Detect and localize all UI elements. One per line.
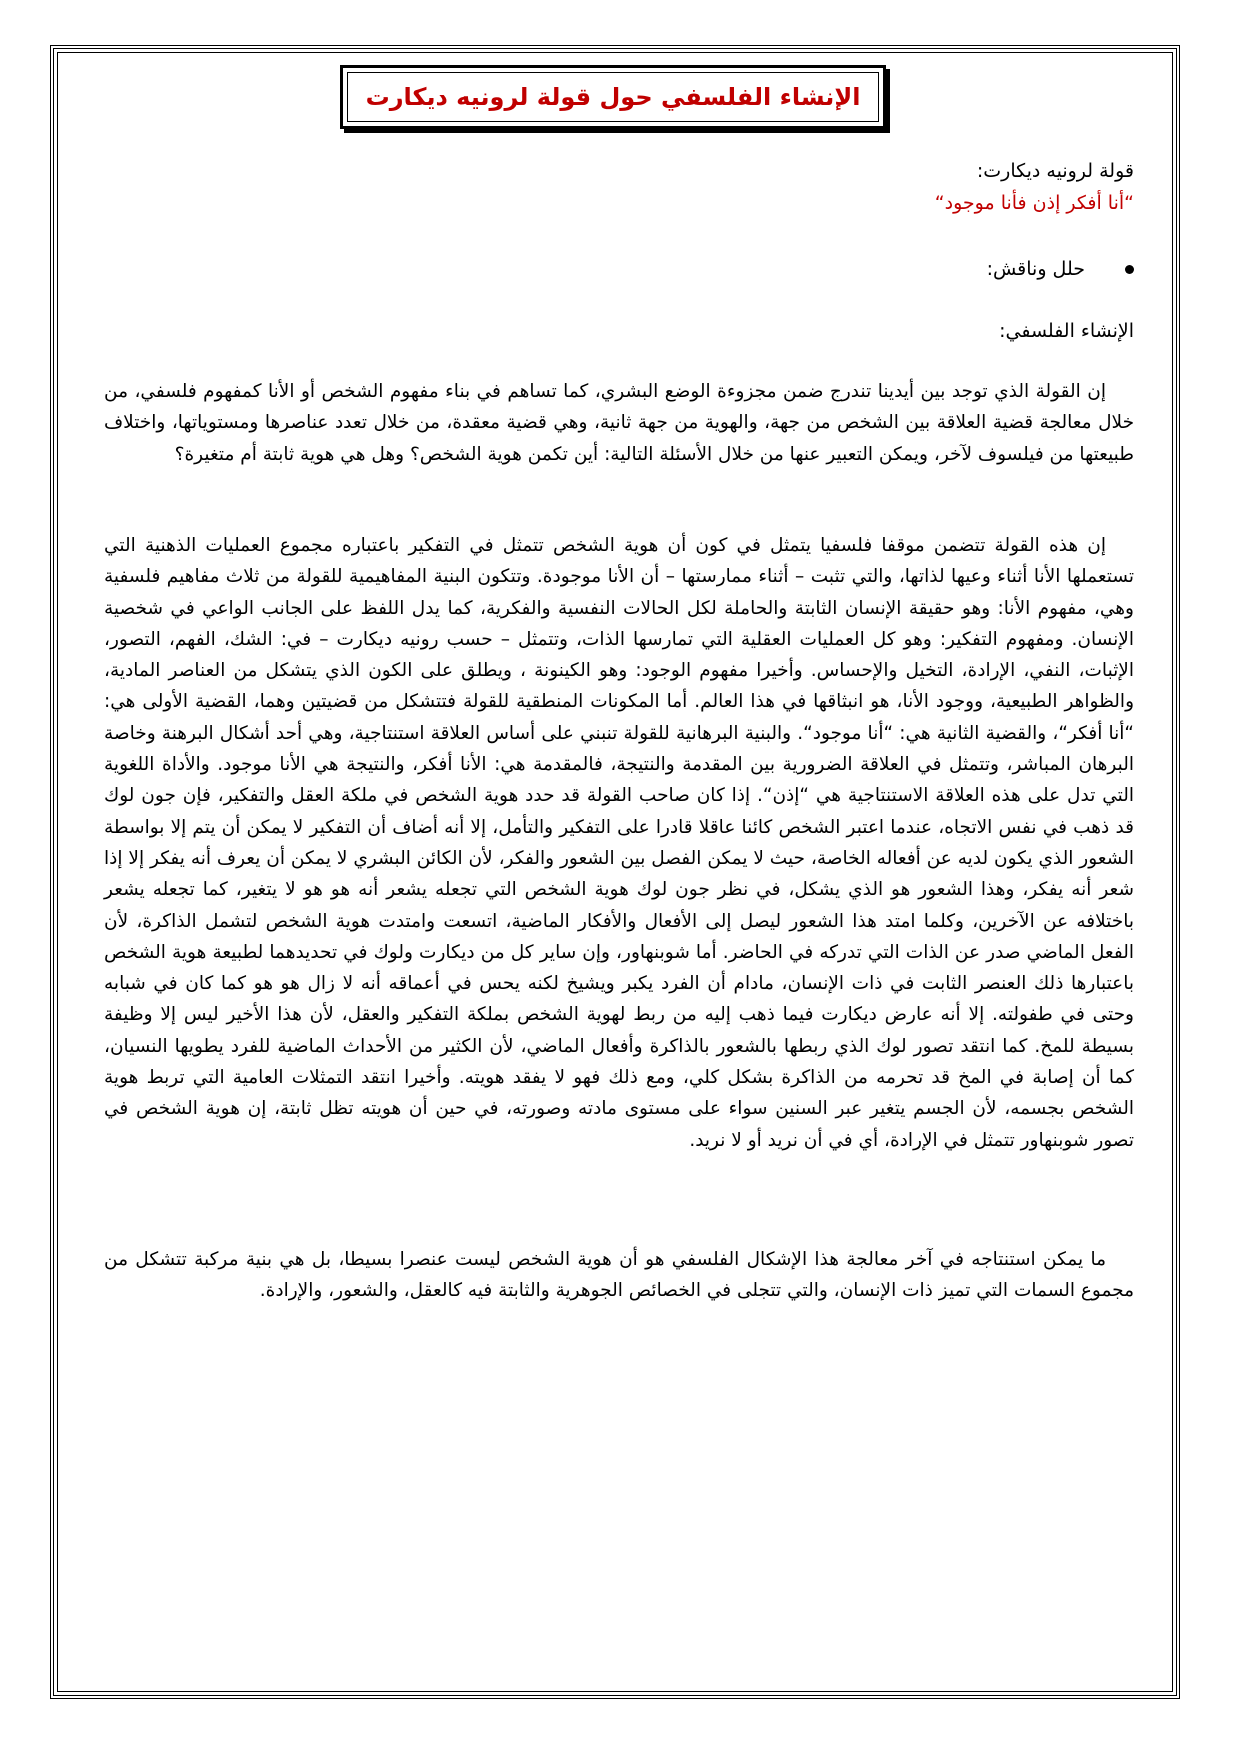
title-box (340, 65, 886, 129)
page-title: الإنشاء الفلسفي حول قولة لرونيه ديكارت (365, 83, 861, 111)
bullet-icon (1125, 265, 1134, 274)
conclusion-paragraph: ما يمكن استنتاجه في آخر معالجة هذا الإشكال الفلسفي هو أن هوية الشخص ليست عنصرا بسيطا، بل هي بنية مركبة تتشكل من مجموع السمات التي تميز ذات الإنسان، والتي تتجلى في الخصائص الجوهرية والثابتة فيه كالعقل، والشعور، والإرادة. (104, 1249, 1134, 1302)
task-label: حلل وناقش: (986, 258, 1085, 280)
essay-label: الإنشاء الفلسفي: (999, 320, 1134, 342)
body-paragraph: إن هذه القولة تتضمن موقفا فلسفيا يتمثل في كون أن هوية الشخص تتمثل في التفكير باعتباره مجموع العمليات الذهنية التي تستعملها الأنا أثناء وعيها لذاتها، والتي تثبت – أثناء ممارستها – أن الأنا موجودة. وتتكون البنية المفاهيمية للقولة من ثلاث مفاهيم فلسفية وهي، مفهوم الأنا: وهو حقيقة الإنسان الثابتة والحاملة لكل الحالات النفسية والفكرية، كما يدل اللفظ على الجانب الواعي في شخصية الإنسان. ومفهوم التفكير: وهو كل العمليات العقلية التي تمارسها الذات، وتتمثل – حسب رونيه ديكارت – في: الشك، الفهم، التصور، الإثبات، النفي، الإرادة، التخيل والإحساس. وأخيرا مفهوم الوجود: وهو الكينونة ، ويطلق على الكون الذي يتشكل من العناصر المادية، والظواهر الطبيعية، ووجود الأنا، هو انبثاقها في هذا العالم. أما المكونات المنطقية للقولة فتتشكل من قضيتين وهما، القضية الأولى هي: “أنا أفكر“، والقضية الثانية هي: “أنا موجود“. والبنية البرهانية للقولة تنبني على أساس العلاقة استنتاجية، وهي أحد أشكال البرهنة وخاصة البرهان المباشر، وتتمثل في العلاقة الضرورية بين المقدمة والنتيجة، فالمقدمة هي: الأنا أفكر، والنتيجة هي الأنا موجود. والأداة اللغوية التي تدل على هذه العلاقة الاستنتاجية هي “إذن“. إذا كان صاحب القولة قد حدد هوية الشخص في ملكة العقل والتفكير، فإن جون لوك قد ذهب في نفس الاتجاه، عندما اعتبر الشخص كائنا عاقلا قادرا على التفكير والتأمل، إلا أنه أضاف أن التفكير لا يمكن أن يتم إلا بواسطة الشعور الذي يكون لديه عن أفعاله الخاصة، حيث لا يمكن الفصل بين الشعور والفكر، لأن الكائن البشري لا يمكن أن يعرف أنه يفكر إلا إذا شعر أنه يفكر، وهذا الشعور هو الذي يشكل، في نظر جون لوك هوية الشخص التي تجعله يشعر أنه هو هو لا يتغير، كما تجعله يشعر باختلافه عن الآخرين، وكلما امتد هذا الشعور ليصل إلى الأفعال والأفكار الماضية، اتسعت وامتدت هوية الشخص لتشمل الذاكرة، لأن الفعل الماضي صدر عن الذات التي تدركه في الحاضر. أما شوبنهاور، وإن ساير كل من ديكارت ولوك في تحديدهما لطبيعة هوية الشخص باعتبارها ذلك العنصر الثابت في ذات الإنسان، مادام أن الفرد يكبر ويشيخ لكنه يحس في أعماقه أنه لا زال هو هو كما كان في شبابه وحتى في طفولته. إلا أنه عارض ديكارت فيما ذهب إليه من ربط لهوية الشخص بملكة التفكير والعقل، لأن هذا الأخير ليس إلا وظيفة بسيطة للمخ. كما انتقد تصور لوك الذي ربطها بالشعور بالذاكرة وأفعال الماضي، لأن الكثير من الأحداث الماضية للفرد يطويها النسيان، كما أن إصابة في المخ قد تحرمه من الذاكرة بشكل كلي، ومع ذلك فهو لا يفقد هويته. وأخيرا انتقد التمثلات العامية التي تربط هوية الشخص بجسمه، لأن الجسم يتغير عبر السنين سواء على مستوى مادته وصورته، في حين أن هويته تظل ثابتة، إن هوية الشخص في تصور شوبنهاور تتمثل في الإرادة، أي في أن نريد أو لا نريد. (104, 535, 1134, 1151)
task-item (987, 258, 1134, 280)
intro-paragraph: إن القولة الذي توجد بين أيدينا تندرج ضمن مجزوءة الوضع البشري، كما تساهم في بناء مفهوم الشخص أو الأنا كمفهوم فلسفي، من خلال معالجة قضية العلاقة بين الشخص من جهة، والهوية من جهة ثانية، وهي قضية معقدة، من خلال تعدد عناصرها ومستوياتها، واختلاف طبيعتها من فيلسوف لآخر، ويمكن التعبير عنها من خلال الأسئلة التالية: أين تكمن هوية الشخص؟ وهل هي هوية ثابتة أم متغيرة؟ (104, 381, 1134, 465)
quote-author-label: قولة لرونيه ديكارت: (976, 160, 1134, 182)
quote-text: “أنا أفكر إذن فأنا موجود“ (934, 192, 1134, 214)
